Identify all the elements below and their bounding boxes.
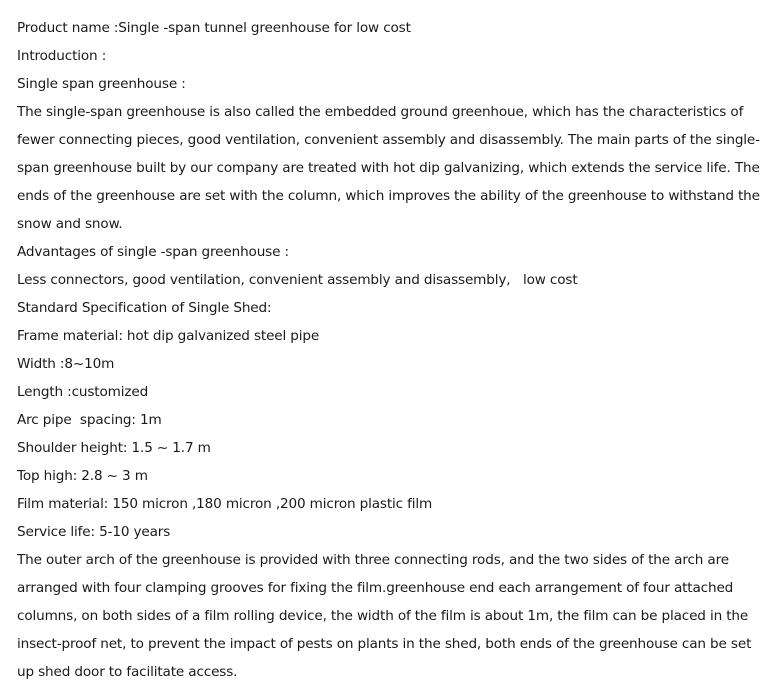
intro-paragraph: The single-span greenhouse is also called the embedded ground greenhoue, which has the characteristics of fewer connecting pieces, good ventilation, convenient assembly and disassembly. The main parts of the single-span greenhouse built by our company are treated with hot dip galvanizing, which extends the service life. The ends of the greenhouse are set with the column, which improves the ability of the greenhouse to withstand the snow and snow. [17, 104, 760, 232]
spec-film-material: Film material: 150 micron ,180 micron ,200 micron plastic film [17, 496, 433, 512]
spec-heading: Standard Specification of Single Shed: [17, 300, 272, 316]
spec-length: Length :customized [17, 384, 149, 400]
introduction-heading: Introduction : [17, 48, 107, 64]
spec-shoulder-height: Shoulder height: 1.5 ~ 1.7 m [17, 440, 211, 456]
single-span-heading: Single span greenhouse : [17, 76, 186, 92]
product-description [17, 14, 769, 686]
spec-frame-material: Frame material: hot dip galvanized steel pipe [17, 328, 320, 344]
spec-width: Width :8~10m [17, 356, 115, 372]
advantages-heading: Advantages of single -span greenhouse : [17, 244, 289, 260]
spec-arc-pipe-spacing: Arc pipe spacing: 1m [17, 412, 162, 428]
product-name: Product name :Single -span tunnel greenhouse for low cost [17, 20, 411, 36]
spec-top-height: Top high: 2.8 ~ 3 m [17, 468, 148, 484]
closing-paragraph: The outer arch of the greenhouse is provided with three connecting rods, and the two sides of the arch are arranged with four clamping grooves for fixing the film.greenhouse end each arrangement of four attached columns, on both sides of a film rolling device, the width of the film is about 1m, the film can be placed in the insect-proof net, to prevent the impact of pests on plants in the shed, both ends of the greenhouse can be set up shed door to facilitate access. [17, 552, 752, 680]
spec-service-life: Service life: 5-10 years [17, 524, 171, 540]
advantages-text: Less connectors, good ventilation, convenient assembly and disassembly, low cost [17, 272, 578, 288]
